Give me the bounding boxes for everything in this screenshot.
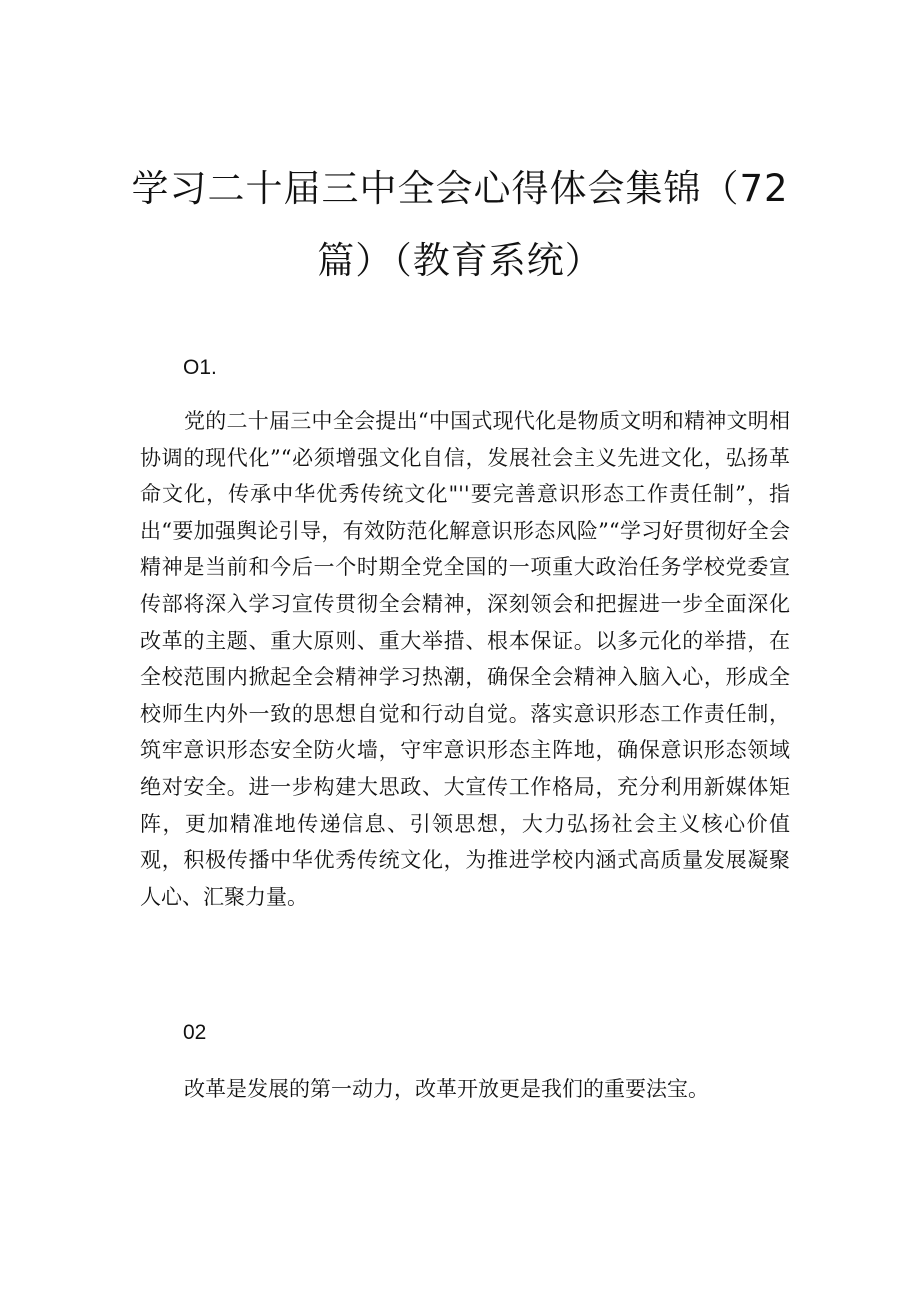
section-number-2: 02 (183, 1021, 207, 1044)
section-number-1: O1. (183, 356, 217, 379)
document-title-line-1: 学习二十届三中全会心得体会集锦（72 (131, 167, 789, 210)
document-title-line-2: 篇）（教育系统） (317, 239, 603, 282)
body-paragraph-2: 改革是发展的第一动力，改革开放更是我们的重要法宝。 (184, 1077, 709, 1101)
body-paragraph-1: 党的二十届三中全会提出“中国式现代化是物质文明和精神文明相协调的现代化”“必须增强文化自信，发展社会主义先进文化，弘扬革命文化，传承中华优秀传统文化"''要完善意识形态工作责任制”，指出“要加强舆论引导，有效防范化解意识形态风险”“学习好贯彻好全会精神是当前和今后一个时期全党全国的一项重大政治任务学校党委宣传部将深入学习宣传贯彻全会精神，深刻领会和把握进一步全面深化改革的主题、重大原则、重大举措、根本保证。以多元化的举措，在全校范围内掀起全会精神学习热潮，确保全会精神入脑入心，形成全校师生内外一致的思想自觉和行动自觉。落实意识形态工作责任制，筑牢意识形态安全防火墙，守牢意识形态主阵地，确保意识形态领域绝对安全。进一步构建大思政、大宣传工作格局，充分利用新媒体矩阵，更加精准地传递信息、引领思想，大力弘扬社会主义核心价值观，积极传播中华优秀传统文化，为推进学校内涵式高质量发展凝聚人心、汇聚力量。 (140, 409, 790, 909)
